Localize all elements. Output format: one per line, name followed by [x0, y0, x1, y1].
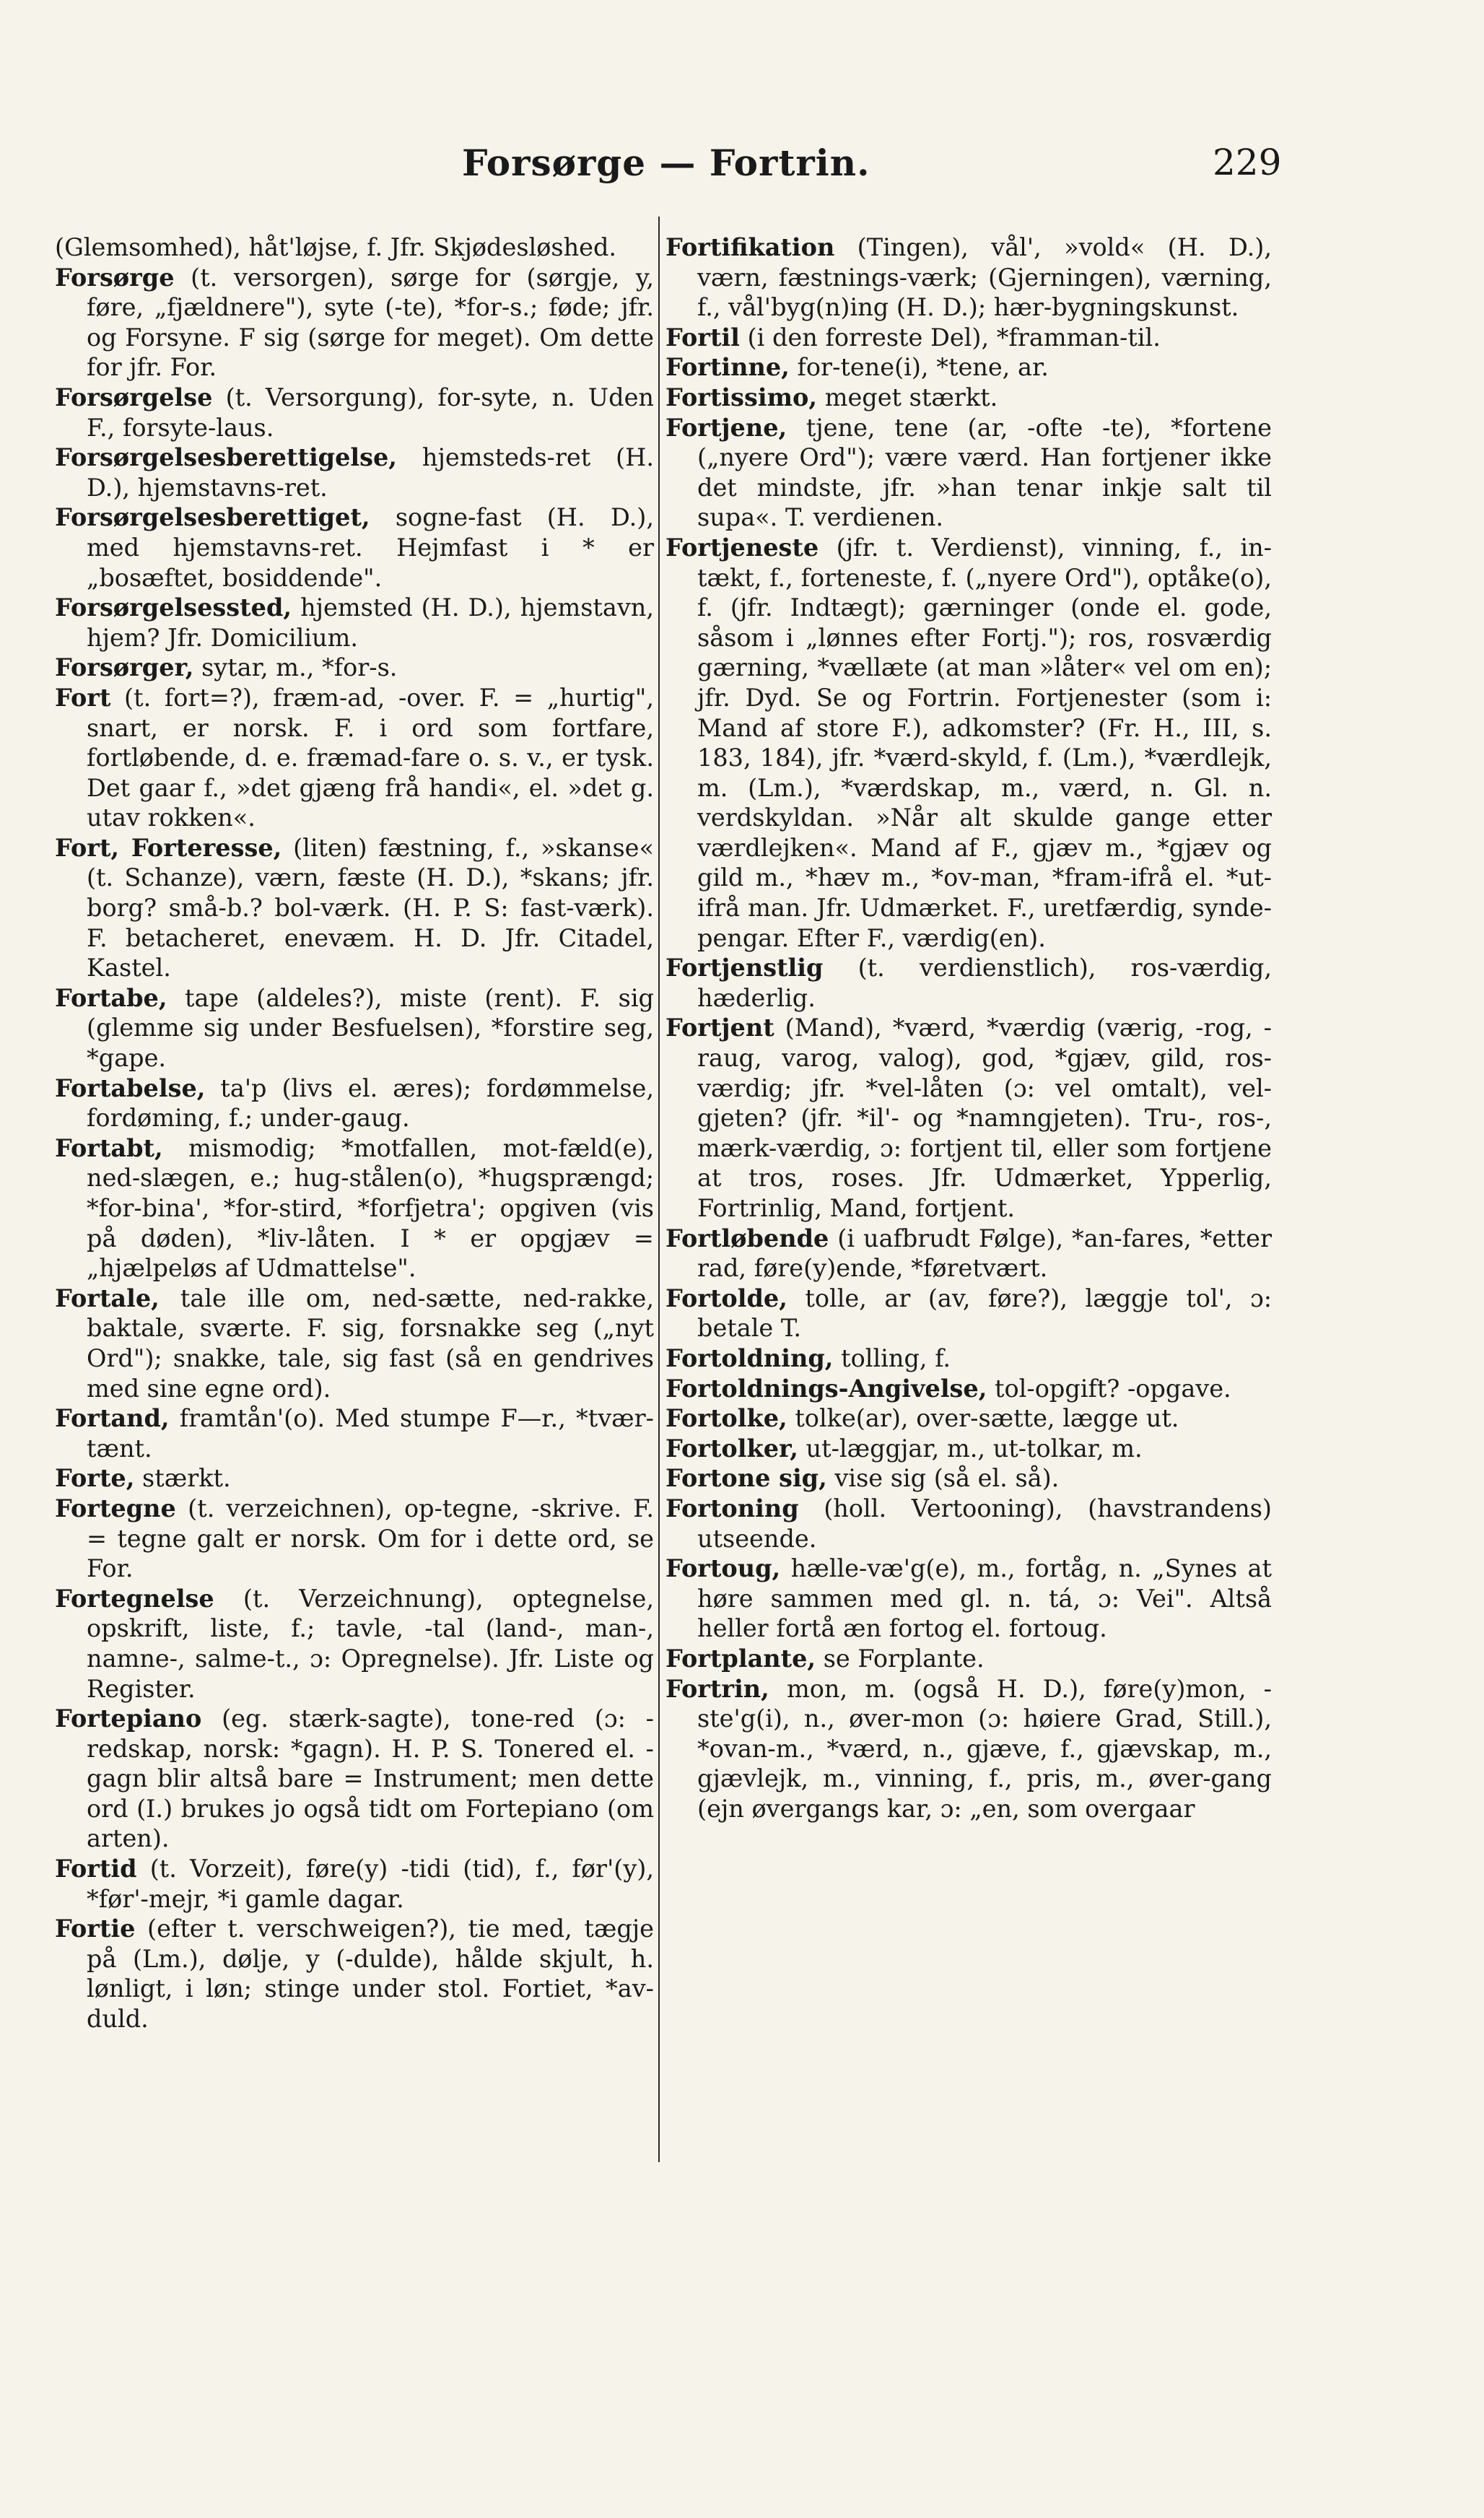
- dictionary-entry: [665, 1013, 1272, 1223]
- entry-definition: (Glemsomhed), håt'løjse, f. Jfr. Skjødesløshed.: [55, 233, 617, 261]
- entry-headword: Fortone sig,: [665, 1464, 827, 1493]
- dictionary-entry: [665, 953, 1272, 1013]
- dictionary-entry: [665, 1674, 1272, 1824]
- dictionary-entry: [665, 1224, 1272, 1284]
- entry-headword: Fortabelse,: [55, 1073, 206, 1102]
- dictionary-entry: [665, 232, 1272, 323]
- entry-definition: (i den forreste Del), *framman-til.: [739, 323, 1161, 352]
- entry-definition: hælle-væ'g(e), m., fortåg, n. „Synes at høre sammen med gl. n. tá, ɔ: Vei". Altså heller fortå æn fortog el. fortoug.: [697, 1554, 1272, 1643]
- entry-definition: (holl. Vertooning), (havstrandens) utseende.: [697, 1494, 1272, 1553]
- dictionary-entry: [665, 1554, 1272, 1644]
- entry-headword: Fortegne: [55, 1494, 176, 1522]
- entry-headword: Fortabt,: [55, 1133, 163, 1162]
- dictionary-entry: [665, 1403, 1272, 1434]
- entry-definition: (t. Versorgung), for-syte, n. Uden F., forsyte-laus.: [87, 383, 654, 442]
- entry-headword: Forsørge: [55, 263, 175, 292]
- dictionary-entry: [55, 232, 654, 263]
- entry-definition: ut-læggjar, m., ut-tolkar, m.: [798, 1434, 1143, 1463]
- page-number: 229: [1213, 141, 1282, 183]
- entry-headword: Fortid: [55, 1855, 137, 1883]
- entry-definition: (t. verzeichnen), op-tegne, -skrive. F. = tegne galt er norsk. Om for i dette ord, se For.: [87, 1494, 654, 1583]
- entry-headword: Fortoning: [665, 1494, 799, 1522]
- entry-definition: (Mand), *værd, *værdig (værig, -rog, -raug, varog, valog), god, *gjæv, gild, ros-værdig; jfr. *vel-låten (ɔ: vel omtalt), vel-gjeten? (jfr. *il'- og *namngjeten). Tru-, ros-, mærk-værdig, ɔ: fortjent til, eller som fortjene at tros, roses. Jfr. Udmærket, Ypperlig, Fortrinlig, Mand, fortjent.: [697, 1014, 1272, 1222]
- dictionary-entry: [55, 1133, 654, 1284]
- entry-headword: Fortegnelse: [55, 1584, 214, 1613]
- entry-definition: mismodig; *motfallen, mot-fæld(e), ned-slægen, e.; hug-stålen(o), *hugsprængd; *for-bina', *for-stird, *forfjetra'; opgiven (vis på døden), *liv-låten. I * er opgjæv = „hjælpeløs af Udmattelse".: [87, 1133, 654, 1283]
- entry-headword: Fortoug,: [665, 1554, 781, 1583]
- dictionary-entry: [55, 1704, 654, 1854]
- entry-definition: (i uafbrudt Følge), *an-fares, *etter rad, føre(y)ende, *føretvært.: [697, 1224, 1272, 1283]
- dictionary-entry: [665, 1343, 1272, 1374]
- dictionary-entry: [55, 1284, 654, 1403]
- dictionary-entry: [55, 263, 654, 383]
- entry-headword: Fortolker,: [665, 1434, 798, 1463]
- entry-definition: hjemsted (H. D.), hjemstavn, hjem? Jfr. Domicilium.: [87, 593, 654, 652]
- dictionary-entry: [665, 323, 1272, 353]
- entry-headword: Forsørgelsesberettigelse,: [55, 443, 397, 472]
- dictionary-entry: [55, 502, 654, 593]
- dictionary-entry: [55, 443, 654, 502]
- dictionary-entry: [55, 1494, 654, 1584]
- entry-headword: Fortplante,: [665, 1644, 816, 1673]
- entry-definition: (t. Verzeichnung), optegnelse, opskrift, liste, f.; tavle, -tal (land-, man-, namne-, salme-t., ɔ: Opregnelse). Jfr. Liste og Register.: [87, 1584, 654, 1703]
- entry-headword: Fortoldning,: [665, 1343, 834, 1372]
- entry-definition: framtån'(o). Med stumpe F—r., *tvær-tænt.: [87, 1404, 654, 1463]
- entry-definition: tape (aldeles?), miste (rent). F. sig (glemme sig under Besfuelsen), *forstire seg, *gape.: [87, 983, 654, 1073]
- entry-headword: Fortepiano: [55, 1704, 202, 1733]
- entry-headword: Forte,: [55, 1464, 135, 1493]
- dictionary-entry: [55, 683, 654, 833]
- right-column: [665, 232, 1272, 1824]
- entry-definition: vise sig (så el. så).: [826, 1464, 1060, 1493]
- entry-definition: (jfr. t. Verdienst), vinning, f., in-tækt, f., forteneste, f. („nyere Ord"), optåke(o), f. (jfr. Indtægt); gærninger (onde el. gode, såsom i „lønnes efter Fortj."); ros, rosværdig gærning, *vællæte (at man »låter« vel om en); jfr. Dyd. Se og Fortrin. Fortjenester (som i: Mand af store F.), adkomster? (Fr. H., III, s. 183, 184), jfr. *værd-skyld, f. (Lm.), *værdlejk, m. (Lm.), *værdskap, m., værd, n. Gl. n. verdskyldan. »Når alt skulde gange etter værdlejken«. Mand af F., gjæv m., *gjæv og gild m., *hæv m., *ov-man, *fram-ifrå el. *ut-ifrå man. Jfr. Udmærket. F., uretfærdig, synde-pengar. Efter F., værdig(en).: [697, 533, 1272, 952]
- entry-headword: Fortløbende: [665, 1224, 829, 1253]
- entry-definition: sogne-fast (H. D.), med hjemstavns-ret. Hejmfast i * er „bosæftet, bosiddende".: [87, 503, 654, 592]
- entry-headword: Fortale,: [55, 1284, 160, 1312]
- entry-definition: tale ille om, ned-sætte, ned-rakke, baktale, sværte. F. sig, forsnakke seg („nyt Ord"); snakke, tale, sig fast (så en gendrives med sine egne ord).: [87, 1284, 654, 1403]
- dictionary-entry: [665, 383, 1272, 413]
- column-divider: [658, 217, 660, 2162]
- entry-definition: se Forplante.: [816, 1644, 985, 1673]
- entry-definition: mon, m. (også H. D.), føre(y)mon, -ste'g(i), n., øver-mon (ɔ: høiere Grad, Still.), *ovan-m., *værd, n., gjæve, f., gjævskap, m., gjævlejk, m., vinning, f., pris, m., øver-gang (ejn øvergangs kar, ɔ: „en, som overgaar: [697, 1674, 1272, 1823]
- entry-definition: for-tene(i), *tene, ar.: [789, 353, 1049, 382]
- entry-definition: (t. Vorzeit), føre(y) -tidi (tid), f., før'(y), *før'-mejr, *i gamle dagar.: [87, 1855, 654, 1913]
- entry-headword: Fortand,: [55, 1404, 170, 1433]
- entry-definition: tolke(ar), over-sætte, lægge ut.: [787, 1404, 1179, 1433]
- entry-definition: (t. fort=?), fræm-ad, -over. F. = „hurtig", snart, er norsk. F. i ord som fortfare, fortløbende, d. e. fræmad-fare o. s. v., er tysk. Det gaar f., »det gjæng frå handi«, el. »det g. utav rokken«.: [87, 683, 654, 832]
- dictionary-entry: [665, 413, 1272, 533]
- dictionary-entry: [665, 1494, 1272, 1554]
- left-column: [55, 232, 654, 2034]
- entry-definition: (Tingen), vål', »vold« (H. D.), værn, fæstnings-værk; (Gjerningen), værning, f., vål'byg(n)ing (H. D.); hær-bygningskunst.: [697, 233, 1272, 322]
- entry-definition: hjemsteds-ret (H. D.), hjemstavns-ret.: [87, 443, 654, 502]
- dictionary-entry: [55, 833, 654, 983]
- dictionary-entry: [55, 653, 654, 683]
- entry-headword: Forsørgelse: [55, 383, 213, 411]
- dictionary-entry: [665, 533, 1272, 953]
- entry-headword: Forsørger,: [55, 653, 194, 682]
- dictionary-entry: [55, 1073, 654, 1133]
- entry-definition: (efter t. verschweigen?), tie med, tægje på (Lm.), dølje, y (-dulde), hålde skjult, h. lønligt, i løn; stinge under stol. Fortiet, *av-duld.: [87, 1914, 654, 2034]
- dictionary-entry: [55, 983, 654, 1073]
- entry-definition: (liten) fæstning, f., »skanse« (t. Schanze), værn, fæste (H. D.), *skans; jfr. borg? små-b.? bol-værk. (H. P. S: fast-værk). F. betacheret, enevæm. H. D. Jfr. Citadel, Kastel.: [87, 833, 654, 983]
- entry-headword: Fortjene,: [665, 413, 787, 442]
- entry-headword: Fortil: [665, 323, 740, 352]
- entry-headword: Fortabe,: [55, 983, 167, 1012]
- entry-definition: ta'p (livs el. æres); fordømmelse, fordøming, f.; under-gaug.: [87, 1073, 654, 1133]
- entry-definition: (eg. stærk-sagte), tone-red (ɔ: -redskap, norsk: *gagn). H. P. S. Tonered el. -gagn blir altså bare = Instrument; men dette ord (I.) brukes jo også tidt om Fortepiano (om arten).: [87, 1704, 654, 1853]
- dictionary-entry: [665, 1644, 1272, 1674]
- dictionary-entry: [665, 1284, 1272, 1343]
- entry-headword: Fortie: [55, 1914, 136, 1943]
- dictionary-entry: [55, 1584, 654, 1704]
- entry-definition: tjene, tene (ar, -ofte -te), *fortene („nyere Ord"); være værd. Han fortjener ikke det mindste, jfr. »han tenar inkje salt til supa«. T. verdienen.: [697, 413, 1272, 532]
- dictionary-entry: [665, 1434, 1272, 1464]
- entry-definition: tolle, ar (av, føre?), læggje tol', ɔ: betale T.: [697, 1284, 1272, 1343]
- entry-headword: Forsørgelsesberettiget,: [55, 503, 370, 532]
- dictionary-entry: [55, 1914, 654, 2034]
- dictionary-entry: [55, 1403, 654, 1463]
- entry-definition: stærkt.: [134, 1464, 231, 1493]
- page-header: [0, 0, 1484, 188]
- entry-headword: Fortrin,: [665, 1674, 769, 1703]
- page-title: Forsørge — Fortrin.: [462, 141, 870, 184]
- entry-headword: Forsørgelsessted,: [55, 593, 292, 622]
- entry-definition: tol-opgift? -opgave.: [987, 1374, 1231, 1403]
- dictionary-entry: [55, 1463, 654, 1494]
- entry-headword: Fortolde,: [665, 1284, 787, 1312]
- dictionary-entry: [665, 1374, 1272, 1404]
- entry-headword: Fortinne,: [665, 353, 790, 382]
- entry-definition: meget stærkt.: [817, 383, 998, 411]
- entry-headword: Fort, Forteresse,: [55, 833, 282, 862]
- entry-headword: Fortolke,: [665, 1404, 787, 1433]
- entry-headword: Fortjenstlig: [665, 954, 824, 983]
- entry-headword: Fortifikation: [665, 233, 835, 261]
- dictionary-entry: [55, 383, 654, 443]
- entry-definition: sytar, m., *for-s.: [193, 653, 398, 682]
- dictionary-entry: [55, 593, 654, 653]
- entry-definition: (t. versorgen), sørge for (sørgje, y, føre, „fjældnere"), syte (-te), *for-s.; føde; jfr. og Forsyne. F sig (sørge for meget). Om dette for jfr. For.: [87, 263, 654, 382]
- dictionary-entry: [55, 1854, 654, 1914]
- entry-headword: Fortjent: [665, 1014, 774, 1042]
- entry-headword: Fortoldnings-Angivelse,: [665, 1374, 987, 1403]
- entry-definition: (t. verdienstlich), ros-værdig, hæderlig.: [697, 954, 1272, 1012]
- entry-definition: tolling, f.: [833, 1343, 951, 1372]
- dictionary-entry: [665, 352, 1272, 383]
- entry-headword: Fortjeneste: [665, 533, 819, 562]
- entry-headword: Fort: [55, 683, 111, 712]
- entry-headword: Fortissimo,: [665, 383, 818, 411]
- dictionary-entry: [665, 1463, 1272, 1494]
